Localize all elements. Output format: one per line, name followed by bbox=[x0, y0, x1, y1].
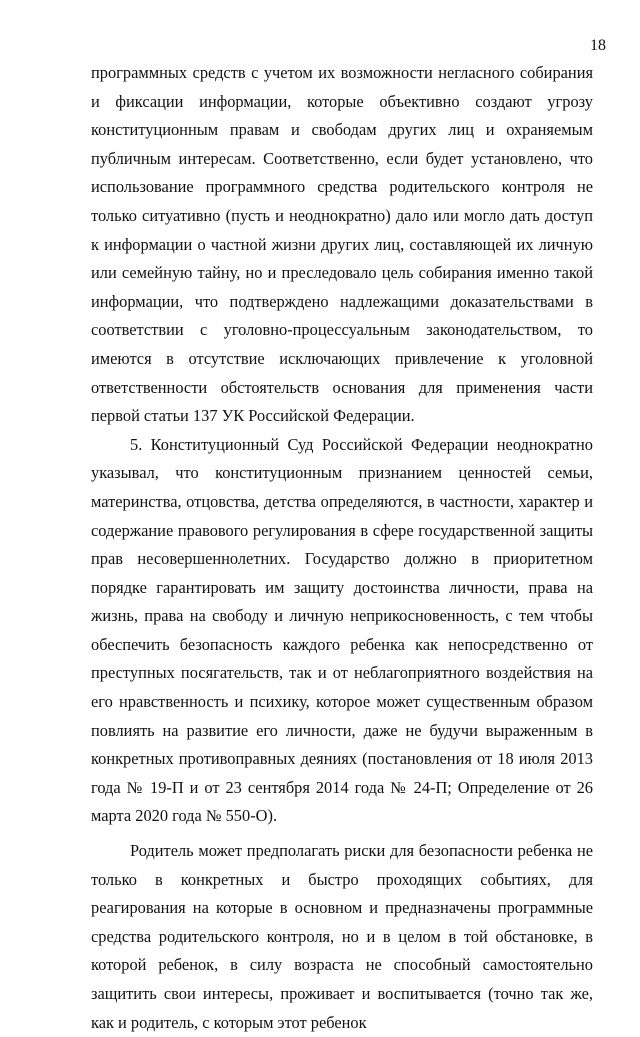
paragraph-parent-risks: Родитель может предполагать риски для безопасности ребенка не только в конкретных и быстро проходящих событиях, для реагирования на которые в основном и предназначены программные средства родительского контроля, но и в целом в той обстановке, в которой ребенок, в силу возраста не способный самостоятельно защитить свои интересы, проживает и воспитывается (точно так же, как и родитель, с которым этот ребенок bbox=[91, 841, 593, 1032]
paragraph-section-5: 5. Конституционный Суд Российской Федерации неоднократно указывал, что конституционным признанием ценностей семьи, материнства, отцовства, детства определяются, в частности, характер и содержание правового регулирования в сфере государственной защиты прав несовершеннолетних. Государство должно в приоритетном порядке гарантировать им защиту достоинства личности, права на жизнь, права на свободу и личную неприкосновенность, с тем чтобы обеспечить безопасность каждого ребенка как непосредственно от преступных посягательств, так и от неблагоприятного воздействия на его нравственность и психику, которое может существенным образом повлиять на развитие его личности, даже не будучи выраженным в конкретных противоправных деяниях (постановления от 18 июля 2013 года № 19-П и от 23 сентября 2014 года № 24-П; Определение от 26 марта 2020 года № 550-О). bbox=[91, 434, 593, 826]
paragraph-continuation: программных средств с учетом их возможности негласного собирания и фиксации информации, которые объективно создают угрозу конституционным правам и свободам других лиц и охраняемым публичным интересам. Соответственно, если будет установлено, что использование программного средства родительского контроля не только ситуативно (пусть и неоднократно) дало или могло дать доступ к информации о частной жизни других лиц, составляющей их личную или семейную тайну, но и преследовало цель собирания именно такой информации, что подтверждено надлежащими доказательствами в соответствии с уголовно-процессуальным законодательством, то имеются в отсутствие исключающих привлечение к уголовной ответственности обстоятельств основания для применения части первой статьи 137 УК Российской Федерации. bbox=[91, 63, 593, 426]
page-number: 18 bbox=[590, 37, 606, 54]
document-body bbox=[91, 59, 593, 1037]
